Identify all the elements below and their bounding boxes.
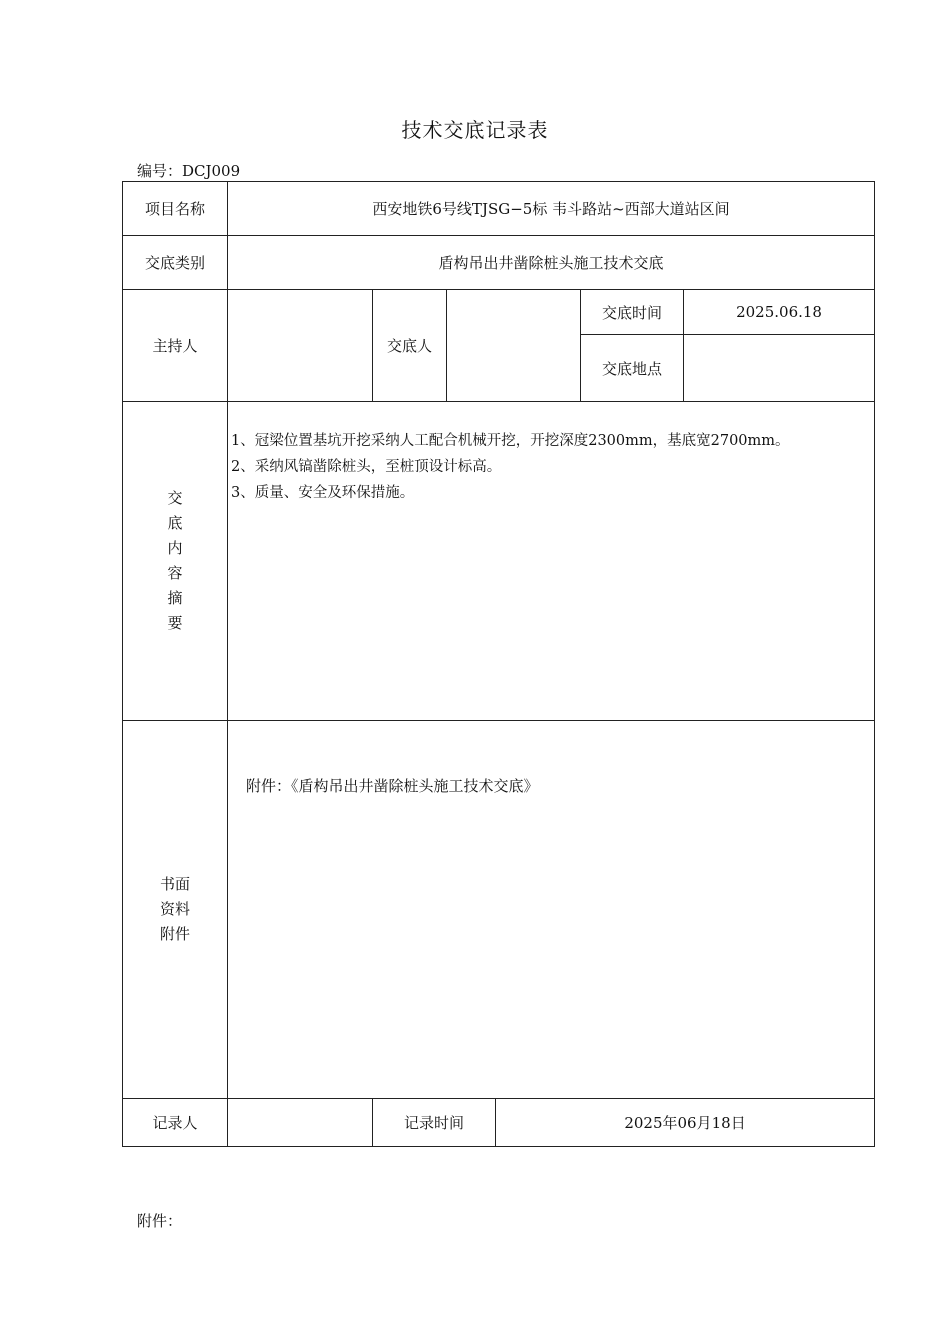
project-value: 西安地铁6号线TJSG−5标 韦斗路站~西部大道站区间 [228,182,875,236]
summary-item: 2、采纳风镐凿除桩头，至桩顶设计标高。 [231,459,502,475]
attachment-label-line: 资料 [159,900,190,918]
project-row [123,182,875,236]
attachment-label-line: 书面 [159,875,190,893]
project-label: 项目名称 [123,182,228,236]
record-time-label: 记录时间 [373,1099,496,1147]
place-label: 交底地点 [581,335,684,402]
category-label: 交底类别 [123,236,228,290]
time-label: 交底时间 [581,290,684,335]
host-label: 主持人 [123,290,228,402]
footnote: 附件： [137,1212,183,1230]
category-row [123,236,875,290]
presenter-label: 交底人 [373,290,447,402]
recorder-label: 记录人 [123,1099,228,1147]
host-value[interactable] [228,290,373,402]
document-code: 编号：DCJ009 [137,162,241,180]
summary-row [123,402,875,721]
recorder-value[interactable] [228,1099,373,1147]
page-title: 技术交底记录表 [401,118,549,142]
summary-label-char: 底 [167,514,183,532]
summary-label-char: 摘 [167,589,183,607]
recorder-row [123,1099,875,1147]
place-value[interactable] [684,335,875,402]
record-table [122,181,875,1147]
presenter-value[interactable] [447,290,581,402]
attachment-label-line: 附件 [159,925,190,943]
category-value: 盾构吊出井凿除桩头施工技术交底 [228,236,875,290]
summary-label-char: 容 [167,564,183,582]
record-time-value: 2025年06月18日 [496,1099,875,1147]
attachment-value: 附件：《盾构吊出井凿除桩头施工技术交底》 [228,721,875,1099]
time-value: 2025.06.18 [684,290,875,335]
summary-item: 1、冠梁位置基坑开挖采纳人工配合机械开挖，开挖深度2300mm，基底宽2700mm。 [231,433,790,449]
host-row [123,290,875,335]
attachment-label [123,721,228,1099]
attachment-row [123,721,875,1099]
summary-label-char: 内 [167,539,183,557]
summary-label-char: 交 [167,489,183,507]
summary-item: 3、质量、安全及环保措施。 [231,485,415,501]
summary-label-char: 要 [167,614,183,632]
summary-label [123,402,228,721]
summary-content [228,402,875,721]
